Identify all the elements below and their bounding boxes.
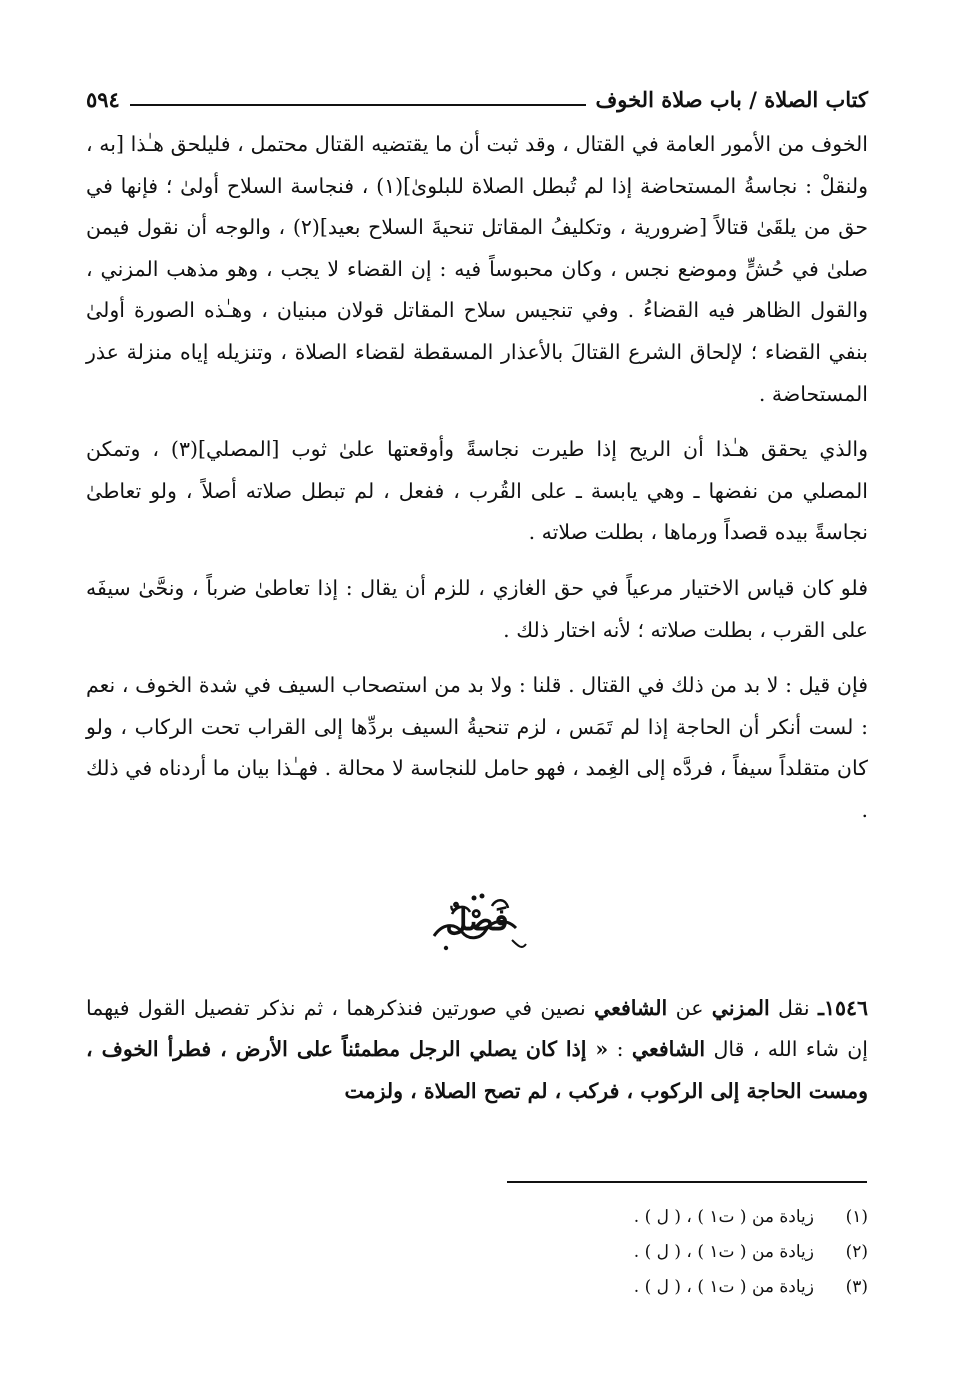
text-part-1: نقل [769,995,818,1020]
footnotes [86,1200,868,1305]
footnote-text: زيادة من ( ت١ ) ، ( ل ) . [633,1207,814,1227]
paragraph-4: فإن قيل : لا بد من ذلك في القتال . قلنا : ولا بد من استصحاب السيف في شدة الخوف ، نعم : لست أنكر أن الحاجة إذا لم تَمَس ، لزم تنحيةُ السيف بردِّها إلى القراب تحت الركاب ، ولو كان متقلداً سيفاً ، فردَّه إلى الغِمد ، فهو حامل للنجاسة لا محالة . فهـٰذا بيان ما أردناه في ذلك . [86,673,868,822]
paragraph-3: فلو كان قياس الاختيار مرعياً في حق الغازي ، للزم أن يقال : إذا تعاطىٰ ضرباً ، ونحَّىٰ سيفَه على القرب ، بطلت صلاته ؛ لأنه اختار ذلك . [86,575,868,642]
fasl-calligraphy-icon [422,884,532,958]
name-muzani: المزني [711,995,770,1020]
paragraph-1: الخوف من الأمور العامة في القتال ، وقد ثبت أن ما يقتضيه القتال محتمل ، فليلحق هـٰذا [به ، ولنقلْ : نجاسةُ المستحاضة إذا لم تُبطل الصلاة للبلوىٰ](١) ، فنجاسة السلاح أولىٰ ؛ فإنها في حق من يلقَىٰ قتالاً [ضرورية ، وتكليفُ المقاتل تنحيةَ السلاح بعيد](٢) ، والوجه أن نقول فيمن صلىٰ في حُشٍّ وموضع نجس ، وكان محبوساً فيه : إن القضاء لا يجب ، وهو مذهب المزني ، والقول الظاهر فيه القضاءُ . وفي تنجيس سلاح المقاتل قولان مبنيان ، وهـٰذه الصورة أولىٰ بنفي القضاء ؛ لإلحاق الشرع القتالَ بالأعذار المسقطة لقضاء الصلاة ، وتنزيله إياه منزلة عذر المستحاضة . [86,132,869,406]
header-title: كتاب الصلاة / باب صلاة الخوف [595,86,868,112]
quoted-text: « إذا كان يصلي الرجل مطمئناً على الأرض ، فطرأ الخوف ، ومست الحاجة إلى الركوب ، فركب ، لم تصح الصلاة ، ولزمت [86,1037,868,1103]
footnote-number: (٣) [845,1277,868,1297]
footnote-text: زيادة من ( ت١ ) ، ( ل ) . [633,1242,814,1262]
footnote-number: (٢) [845,1242,868,1262]
paragraph-number: ١٥٤٦ـ [817,995,868,1020]
paragraph-1546 [86,988,868,1113]
footnote-separator [507,1181,867,1183]
running-header [86,82,868,116]
section-heading-text: فَصْلٌ [445,902,509,938]
footnote-text: زيادة من ( ت١ ) ، ( ل ) . [633,1277,814,1297]
text-part-2: عن [667,995,712,1020]
section-heading-ornament [86,884,868,958]
text-part-3: نصين في صورتين فنذكرهما ، ثم نذكر تفصيل القول فيهما إن شاء الله ، قال [86,995,868,1062]
page-number: ٥٩٤ [86,86,120,112]
footnote-2 [86,1235,868,1270]
footnote-number: (١) [845,1207,868,1227]
paragraph-2: والذي يحقق هـٰذا أن الريح إذا طيرت نجاسةً وأوقعتها علىٰ ثوب [المصلي](٣) ، وتمكن المصلي من نفضها ـ وهي يابسة ـ على القُرب ، ففعل ، لم تبطل صلاته أصلاً ، ولو تعاطىٰ نجاسةً بيده قصداً ورماها ، بطلت صلاته . [86,437,869,545]
page [86,82,868,1112]
text-part-4: : [608,1037,632,1062]
footnote-3 [86,1270,868,1305]
footnote-1 [86,1200,868,1235]
name-shafii-1: الشافعي [594,995,668,1020]
name-shafii-2: الشافعي [631,1037,706,1062]
header-rule [130,104,586,106]
